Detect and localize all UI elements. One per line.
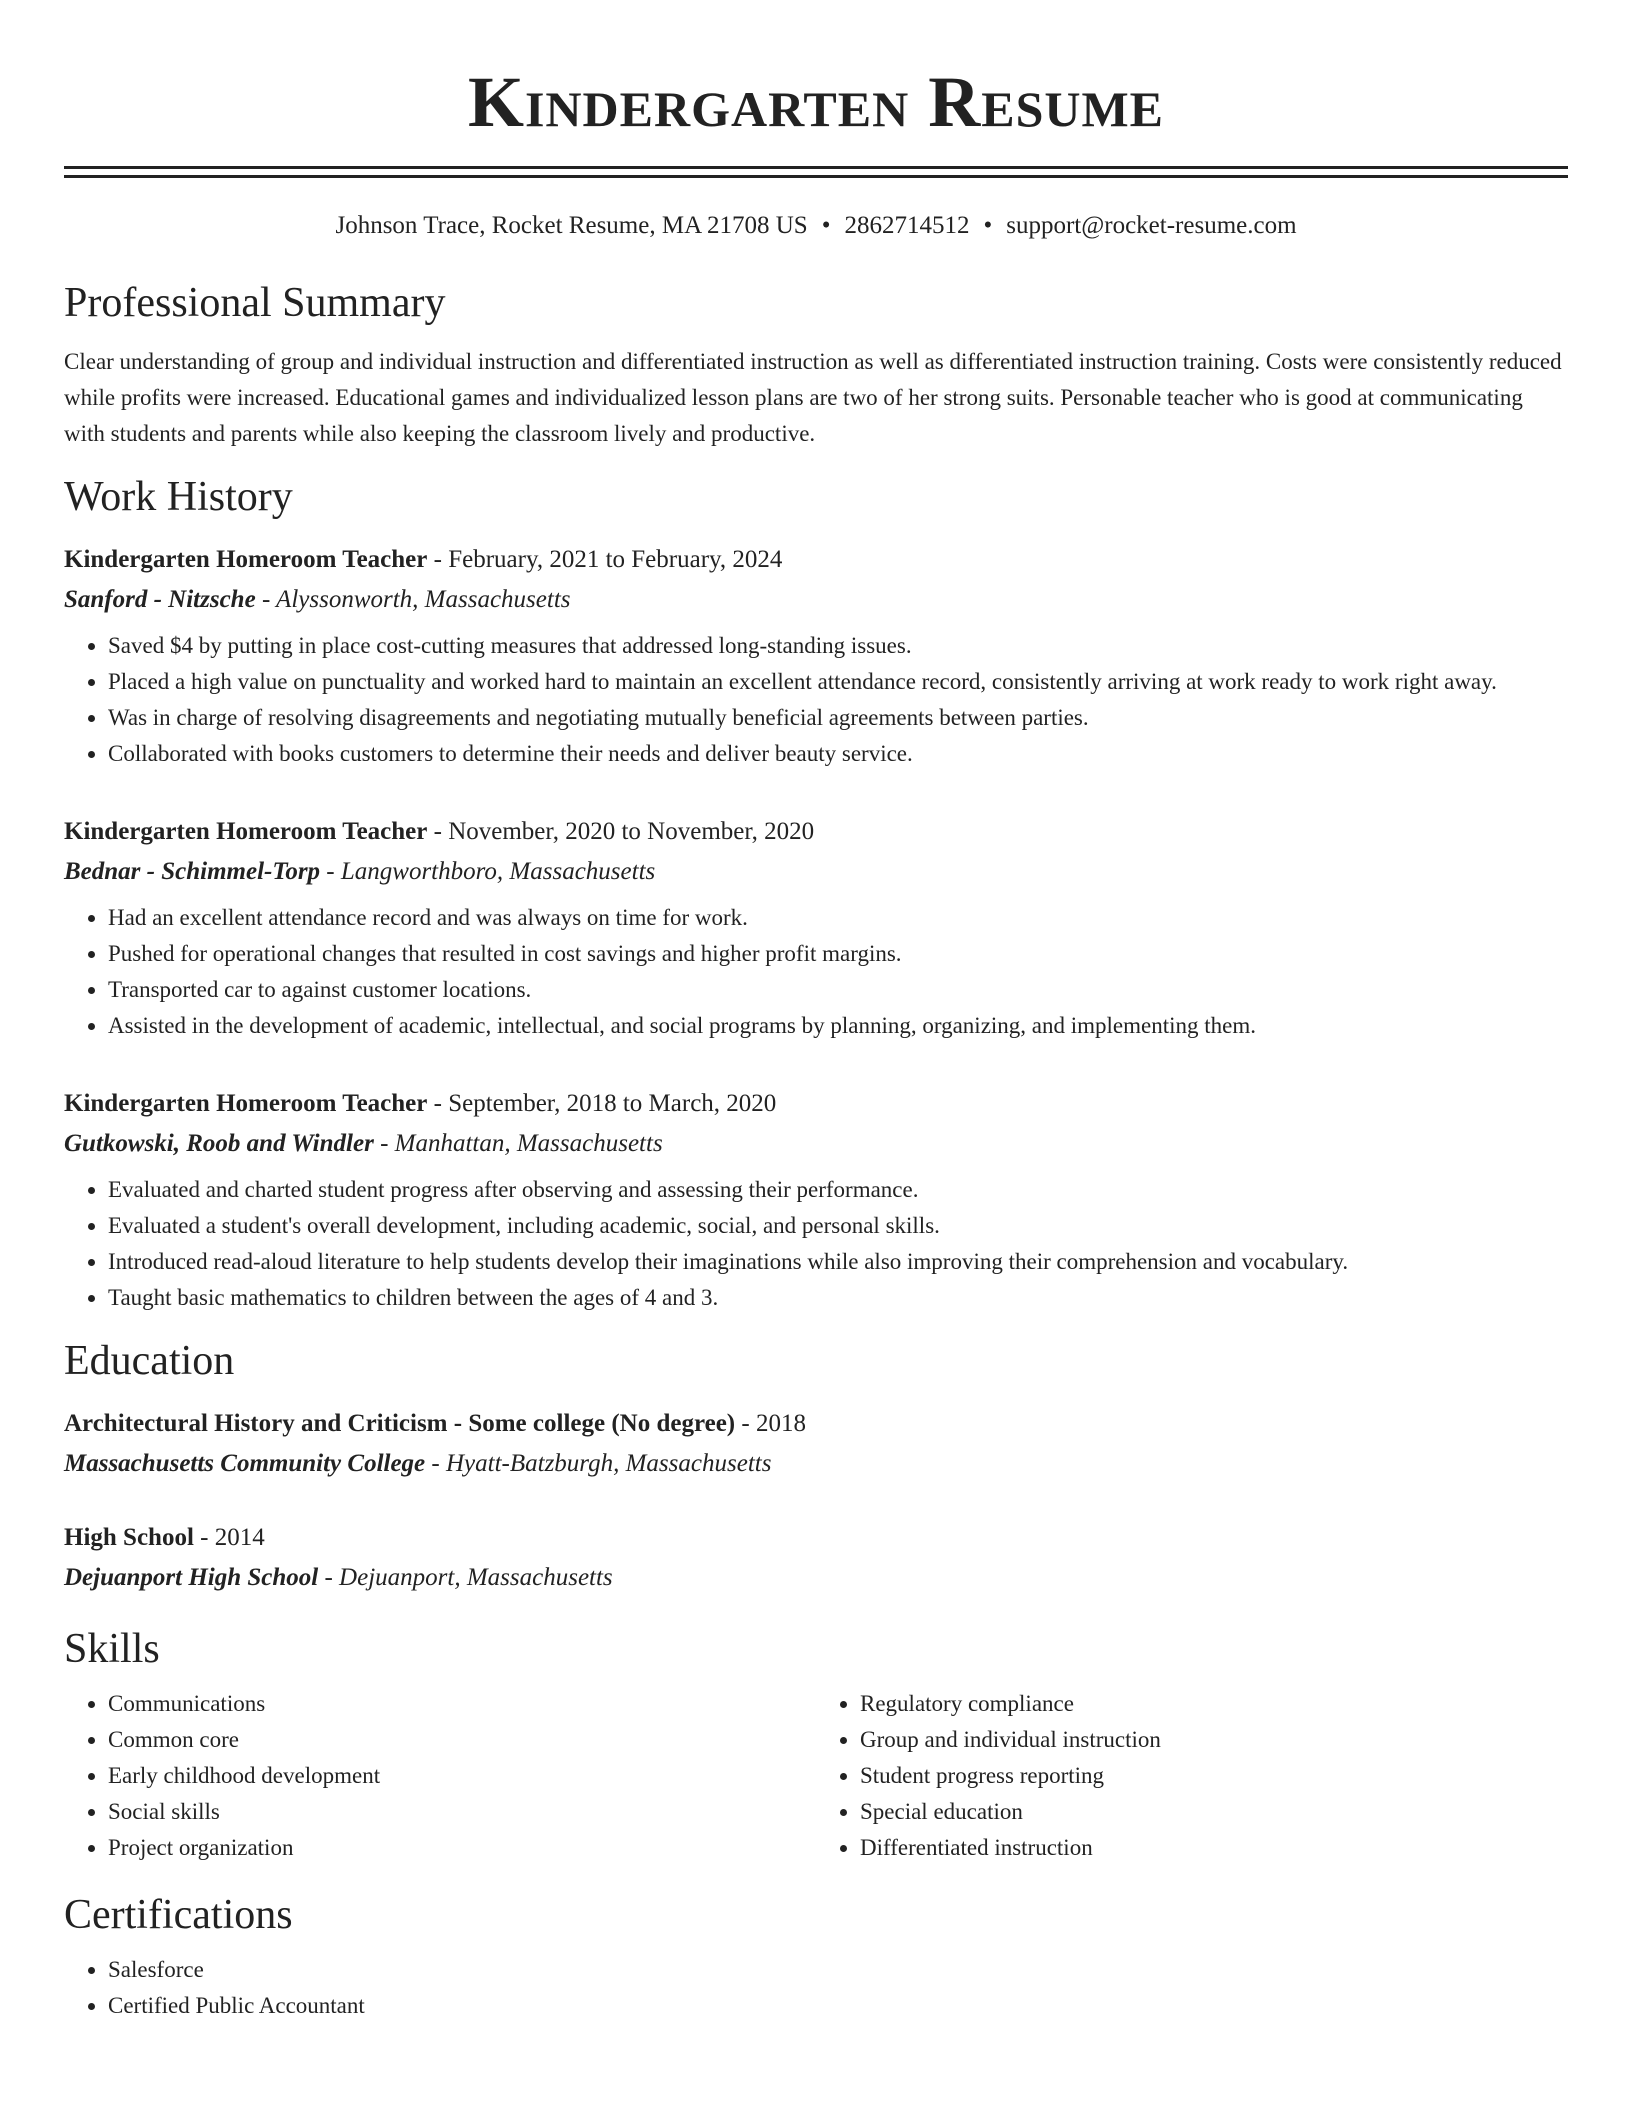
list-item: • Saved $4 by putting in place cost-cutting measures that addressed long-standing issues. bbox=[108, 628, 1568, 664]
education-degree: High School bbox=[64, 1524, 194, 1551]
education-school: Massachusetts Community College bbox=[64, 1450, 426, 1477]
list-item: • Communications bbox=[108, 1686, 816, 1722]
skills-list-right bbox=[816, 1686, 1568, 1866]
certifications-list bbox=[64, 1952, 1568, 2024]
page-title: Kindergarten Resume bbox=[467, 62, 1165, 142]
education-school-line bbox=[64, 1558, 1568, 1598]
work-history-heading: Work History bbox=[64, 474, 293, 520]
job-entry bbox=[64, 540, 1568, 772]
list-item: • Was in charge of resolving disagreements and negotiating mutually beneficial agreements between parties. bbox=[108, 700, 1568, 736]
education-location: - Hyatt-Batzburgh, Massachusetts bbox=[425, 1450, 772, 1477]
list-item: • Student progress reporting bbox=[860, 1758, 1568, 1794]
job-location: - Langworthboro, Massachusetts bbox=[320, 858, 656, 885]
list-item: • Social skills bbox=[108, 1794, 816, 1830]
job-company-line bbox=[64, 1124, 1568, 1164]
job-dates: - February, 2021 to February, 2024 bbox=[427, 546, 783, 573]
list-item: • Early childhood development bbox=[108, 1758, 816, 1794]
header-divider-secondary bbox=[64, 175, 1568, 178]
summary-heading: Professional Summary bbox=[64, 280, 446, 326]
education-year: - 2014 bbox=[193, 1524, 265, 1551]
job-title: Kindergarten Homeroom Teacher bbox=[64, 1090, 428, 1117]
job-location: - Alyssonworth, Massachusetts bbox=[255, 586, 571, 613]
job-title-line bbox=[64, 540, 1568, 580]
list-item: • Pushed for operational changes that resulted in cost savings and higher profit margins. bbox=[108, 936, 1568, 972]
list-item: • Taught basic mathematics to children between the ages of 4 and 3. bbox=[108, 1280, 1568, 1316]
job-title: Kindergarten Homeroom Teacher bbox=[64, 546, 428, 573]
job-title-line bbox=[64, 812, 1568, 852]
contact-separator: • bbox=[983, 212, 993, 239]
education-school-line bbox=[64, 1444, 1568, 1484]
header-divider bbox=[64, 166, 1568, 169]
education-school: Dejuanport High School bbox=[64, 1564, 319, 1591]
list-item: • Project organization bbox=[108, 1830, 816, 1866]
list-item: • Collaborated with books customers to determine their needs and deliver beauty service. bbox=[108, 736, 1568, 772]
list-item: • Placed a high value on punctuality and worked hard to maintain an excellent attendance record, consistently arriving at work ready to work right away. bbox=[108, 664, 1568, 700]
skills-columns bbox=[64, 1686, 1568, 1866]
job-duties bbox=[64, 900, 1568, 1044]
list-item: • Certified Public Accountant bbox=[108, 1988, 1568, 2024]
certifications-heading: Certifications bbox=[64, 1892, 293, 1938]
job-company: Bednar - Schimmel-Torp bbox=[64, 858, 321, 885]
list-item: • Special education bbox=[860, 1794, 1568, 1830]
skills-heading: Skills bbox=[64, 1626, 160, 1672]
list-item: • Differentiated instruction bbox=[860, 1830, 1568, 1866]
education-entry bbox=[64, 1404, 1568, 1484]
list-item: • Group and individual instruction bbox=[860, 1722, 1568, 1758]
contact-phone: 2862714512 bbox=[844, 212, 970, 239]
list-item: • Transported car to against customer locations. bbox=[108, 972, 1568, 1008]
job-duties bbox=[64, 1172, 1568, 1316]
education-degree: Architectural History and Criticism - Some college (No degree) bbox=[64, 1410, 736, 1437]
education-location: - Dejuanport, Massachusetts bbox=[318, 1564, 613, 1591]
list-item: • Regulatory compliance bbox=[860, 1686, 1568, 1722]
job-dates: - September, 2018 to March, 2020 bbox=[427, 1090, 777, 1117]
list-item: • Evaluated and charted student progress after observing and assessing their performance. bbox=[108, 1172, 1568, 1208]
list-item: • Common core bbox=[108, 1722, 816, 1758]
job-location: - Manhattan, Massachusetts bbox=[373, 1130, 663, 1157]
education-entry bbox=[64, 1518, 1568, 1598]
job-entry bbox=[64, 812, 1568, 1044]
education-year: - 2018 bbox=[735, 1410, 806, 1437]
contact-separator: • bbox=[821, 212, 831, 239]
list-item: • Had an excellent attendance record and was always on time for work. bbox=[108, 900, 1568, 936]
education-degree-line bbox=[64, 1518, 1568, 1558]
job-title-line bbox=[64, 1084, 1568, 1124]
job-title: Kindergarten Homeroom Teacher bbox=[64, 818, 428, 845]
job-dates: - November, 2020 to November, 2020 bbox=[427, 818, 815, 845]
resume-page bbox=[64, 0, 1568, 2024]
education-degree-line bbox=[64, 1404, 1568, 1444]
list-item: • Evaluated a student's overall development, including academic, social, and personal skills. bbox=[108, 1208, 1568, 1244]
job-company-line bbox=[64, 852, 1568, 892]
education-heading: Education bbox=[64, 1338, 235, 1384]
contact-line bbox=[64, 210, 1568, 242]
list-item: • Salesforce bbox=[108, 1952, 1568, 1988]
job-company-line bbox=[64, 580, 1568, 620]
skills-list-left bbox=[64, 1686, 816, 1866]
certifications-section bbox=[64, 1890, 1568, 2024]
job-entry bbox=[64, 1084, 1568, 1316]
job-company: Sanford - Nitzsche bbox=[64, 586, 256, 613]
contact-email: support@rocket-resume.com bbox=[1006, 212, 1297, 239]
list-item: • Introduced read-aloud literature to help students develop their imaginations while also improving their comprehension and vocabulary. bbox=[108, 1244, 1568, 1280]
summary-text: Clear understanding of group and individual instruction and differentiated instruction as well as differentiated instruction training. Costs were consistently reduced while profits were increased. Educational games and individualized lesson plans are two of her strong suits. Personable teacher who is good at communicating with students and parents while also keeping the classroom lively and productive. bbox=[64, 349, 1562, 446]
job-company: Gutkowski, Roob and Windler bbox=[64, 1130, 374, 1157]
list-item: • Assisted in the development of academic, intellectual, and social programs by planning, organizing, and implementing them. bbox=[108, 1008, 1568, 1044]
job-duties bbox=[64, 628, 1568, 772]
contact-address: Johnson Trace, Rocket Resume, MA 21708 US bbox=[335, 212, 808, 239]
